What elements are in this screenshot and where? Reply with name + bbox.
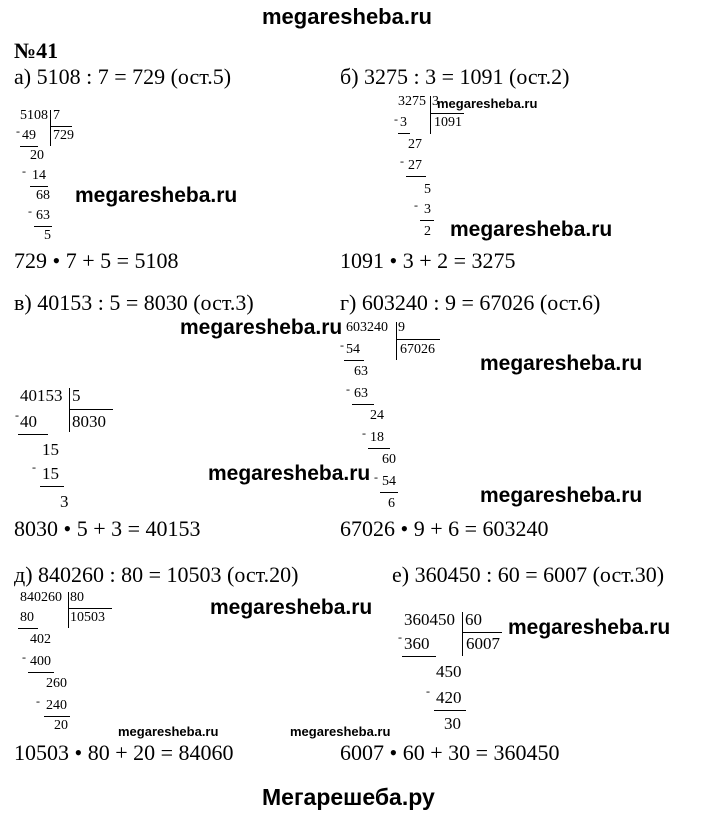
dividend: 840260 (20, 590, 62, 605)
step: 24 (370, 408, 384, 423)
site-watermark-small: megaresheba.ru (437, 96, 538, 111)
quotient: 8030 (72, 412, 106, 431)
problem-d-header: д) 840260 : 80 = 10503 (ост.20) (14, 562, 299, 587)
division-bar (462, 612, 463, 656)
step: 49 (22, 128, 36, 143)
step: 6 (388, 496, 395, 511)
problem-a-header: а) 5108 : 7 = 729 (ост.5) (14, 64, 232, 89)
problem-g-header: г) 603240 : 9 = 67026 (ост.6) (340, 290, 601, 315)
divisor-line (50, 126, 72, 127)
step: 2 (424, 224, 431, 239)
site-watermark: megaresheba.ru (450, 218, 613, 241)
step: 400 (30, 654, 51, 669)
problem-e-check: 6007 • 60 + 30 = 360450 (340, 740, 560, 765)
problem-b-header: б) 3275 : 3 = 1091 (ост.2) (340, 64, 570, 89)
step: 3 (60, 492, 69, 511)
site-watermark-small: megaresheba.ru (290, 724, 391, 739)
quotient: 10503 (70, 610, 105, 625)
step: 360 (404, 634, 430, 653)
step: 30 (444, 714, 461, 733)
division-bar (69, 388, 70, 432)
step: 20 (30, 148, 44, 163)
quotient: 6007 (466, 634, 500, 653)
dividend: 5108 (20, 108, 48, 123)
site-watermark: megaresheba.ru (180, 316, 343, 339)
step: 260 (46, 676, 67, 691)
dividend: 360450 (404, 610, 455, 629)
step: 54 (382, 474, 396, 489)
site-watermark: megaresheba.ru (480, 352, 643, 375)
step: 63 (354, 364, 368, 379)
site-watermark: megaresheba.ru (480, 484, 643, 507)
divisor: 80 (70, 590, 84, 605)
divisor-line (462, 632, 502, 633)
step: 60 (382, 452, 396, 467)
problem-e-header: е) 360450 : 60 = 6007 (ост.30) (392, 562, 665, 587)
divisor: 7 (53, 108, 60, 123)
step: 27 (408, 158, 422, 173)
divisor-line (69, 409, 113, 410)
task-number: №41 (14, 38, 59, 63)
step: 18 (370, 430, 384, 445)
step: 5 (424, 182, 431, 197)
division-bar (396, 322, 397, 360)
quotient: 1091 (434, 115, 462, 130)
division-bar (430, 96, 431, 134)
divisor: 9 (398, 320, 405, 335)
step: 54 (346, 342, 360, 357)
problem-v-header: в) 40153 : 5 = 8030 (ост.3) (14, 290, 254, 315)
step: 40 (20, 412, 37, 431)
step: 450 (436, 662, 462, 681)
site-watermark: megaresheba.ru (508, 616, 671, 639)
step: 402 (30, 632, 51, 647)
divisor: 3 (432, 94, 439, 109)
dividend: 603240 (346, 320, 388, 335)
step: 63 (354, 386, 368, 401)
site-watermark-top: megaresheba.ru (262, 4, 432, 29)
step: 5 (44, 228, 51, 243)
step: 63 (36, 208, 50, 223)
quotient: 729 (53, 128, 74, 143)
divisor-line (430, 113, 464, 114)
site-watermark-small: megaresheba.ru (118, 724, 219, 739)
problem-v-check: 8030 • 5 + 3 = 40153 (14, 516, 201, 541)
site-watermark: megaresheba.ru (210, 596, 373, 619)
division-bar (50, 110, 51, 146)
step: 3 (400, 115, 407, 130)
problem-d-check: 10503 • 80 + 20 = 84060 (14, 740, 234, 765)
site-watermark-bottom: Мегарешеба.ру (262, 784, 435, 810)
dividend: 40153 (20, 386, 63, 405)
quotient: 67026 (400, 342, 435, 357)
step: 68 (36, 188, 50, 203)
divisor: 60 (465, 610, 482, 629)
dividend: 3275 (398, 94, 426, 109)
divisor-line (396, 339, 440, 340)
step: 20 (54, 718, 68, 733)
site-watermark: megaresheba.ru (208, 462, 371, 485)
problem-g-check: 67026 • 9 + 6 = 603240 (340, 516, 549, 541)
step: 27 (408, 137, 422, 152)
step: 15 (42, 440, 59, 459)
divisor-line (68, 608, 112, 609)
step: 14 (32, 168, 46, 183)
division-bar (68, 592, 69, 628)
step: 80 (20, 610, 34, 625)
site-watermark: megaresheba.ru (75, 184, 238, 207)
problem-a-check: 729 • 7 + 5 = 5108 (14, 248, 179, 273)
step: 3 (424, 202, 431, 217)
divisor: 5 (72, 386, 81, 405)
step: 420 (436, 688, 462, 707)
problem-b-check: 1091 • 3 + 2 = 3275 (340, 248, 516, 273)
step: 15 (42, 464, 59, 483)
step: 240 (46, 698, 67, 713)
